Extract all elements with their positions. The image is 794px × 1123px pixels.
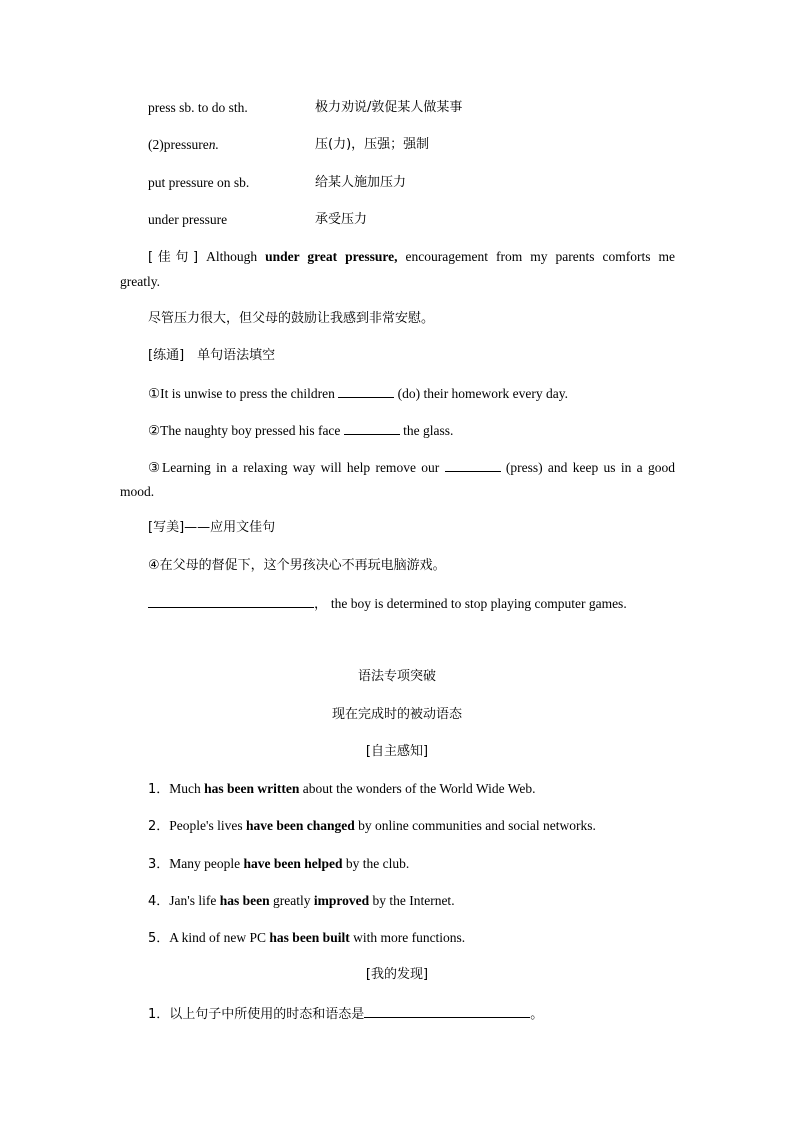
- writing-answer-line: ， the boy is determined to stop playing computer games.: [148, 594, 627, 613]
- answer-blank[interactable]: [445, 458, 501, 472]
- answer-blank[interactable]: [344, 421, 400, 435]
- part-of-speech: n.: [208, 137, 219, 152]
- practice-question-3: ③Learning in a relaxing way will help remove our (press) and keep us in a good mood.: [120, 460, 675, 499]
- example-highlight: under great pressure,: [265, 249, 398, 264]
- writing-header: [写美]——应用文佳句: [148, 520, 276, 535]
- vocab-row: [148, 211, 227, 229]
- vocab-meaning: 压(力)，压强；强制: [315, 137, 430, 152]
- vocab-meaning: 给某人施加压力: [315, 175, 407, 190]
- vocab-term: under pressure: [148, 212, 228, 227]
- grammar-sentence-2: 2．People's lives have been changed by online communities and social networks.: [148, 818, 596, 834]
- example-translation: 尽管压力很大，但父母的鼓励让我感到非常安慰。: [148, 311, 435, 326]
- answer-blank[interactable]: [338, 384, 394, 398]
- discover-header: [我的发现]: [365, 967, 429, 982]
- grammar-sentence-5: 5．A kind of new PC has been built with more functions.: [148, 930, 466, 946]
- vocab-row: [148, 99, 248, 117]
- grammar-sentence-4: 4．Jan's life has been greatly improved by the Internet.: [148, 893, 455, 909]
- vocab-term: (2)pressure: [148, 137, 209, 152]
- practice-question-2: ②The naughty boy pressed his face the glass.: [148, 423, 454, 438]
- finding-1: 1．以上句子中所使用的时态和语态是 。: [148, 1004, 543, 1024]
- vocab-term: put pressure on sb.: [148, 175, 250, 190]
- practice-header: [练通] 单句语法填空: [148, 348, 276, 363]
- vocab-row: [148, 174, 249, 192]
- answer-blank[interactable]: [364, 1004, 530, 1018]
- grammar-sentence-1: 1．Much has been written about the wonders of the World Wide Web.: [148, 781, 536, 797]
- writing-question-4: ④在父母的督促下，这个男孩决心不再玩电脑游戏。: [148, 558, 446, 573]
- perceive-header: [自主感知]: [365, 744, 429, 759]
- example-sentence: [佳句] Although under great pressure, encouragement from my parents comforts me greatly.: [120, 249, 675, 289]
- vocab-term: press sb. to do sth.: [148, 100, 248, 115]
- vocab-meaning: 极力劝说/敦促某人做某事: [315, 100, 463, 115]
- practice-question-1: ①It is unwise to press the children (do) their homework every day.: [148, 386, 569, 401]
- section-title: 语法专项突破: [357, 669, 436, 684]
- vocab-row: [148, 136, 219, 154]
- answer-blank[interactable]: [148, 594, 314, 608]
- grammar-sentence-3: 3．Many people have been helped by the club.: [148, 856, 410, 872]
- example-tag: [佳句]: [148, 250, 199, 265]
- vocab-meaning: 承受压力: [315, 212, 368, 227]
- section-subtitle: 现在完成时的被动语态: [331, 707, 462, 722]
